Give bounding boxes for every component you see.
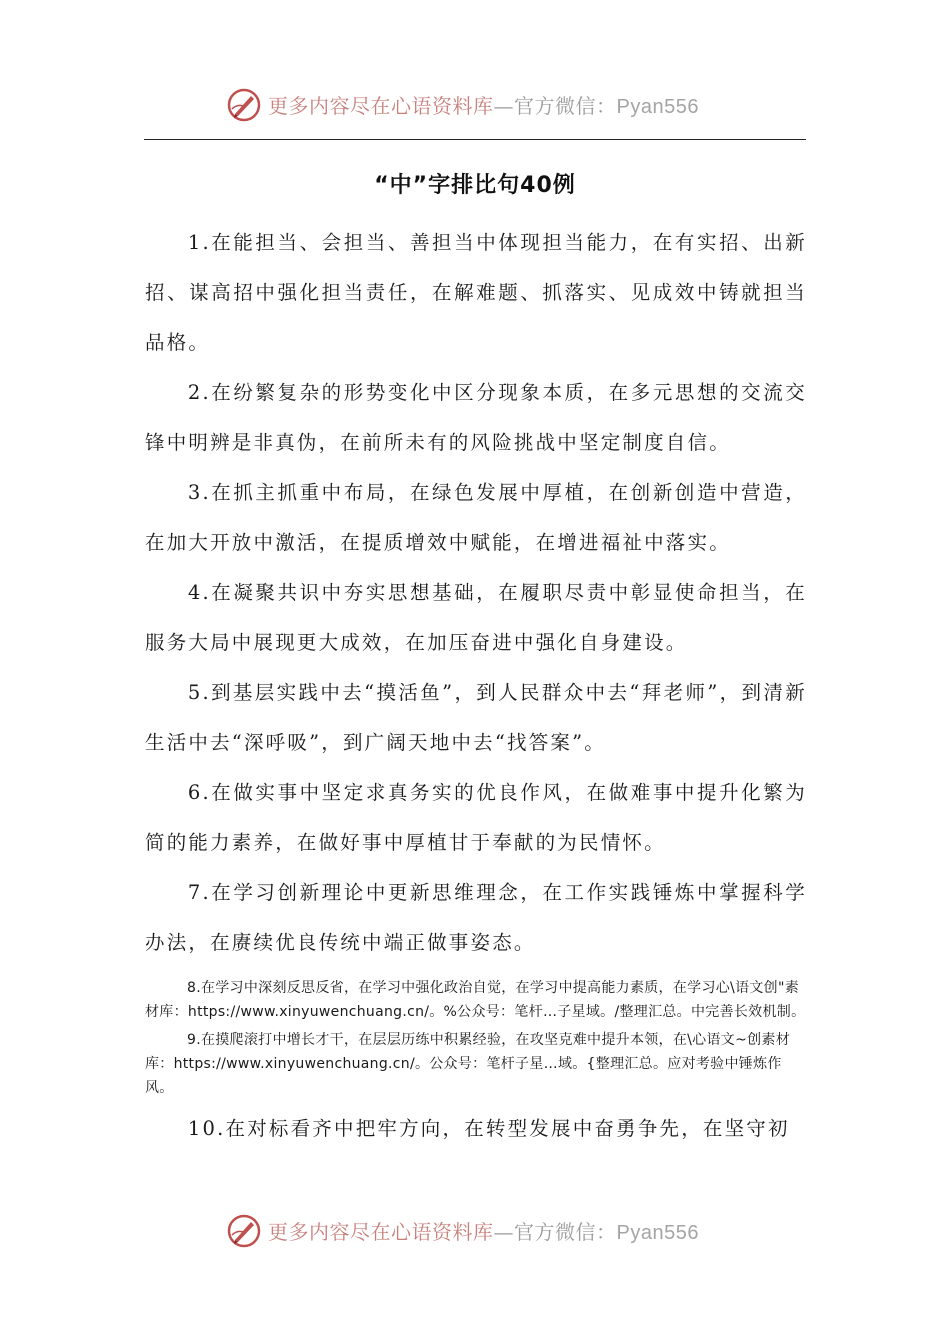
paragraph-1: 1.在能担当、会担当、善担当中体现担当能力，在有实招、出新招、谋高招中强化担当责任，在解难题、抓落实、见成效中铸就担当品格。: [145, 231, 807, 354]
banner-text: [268, 1216, 699, 1245]
pen-logo-icon: [226, 1213, 262, 1249]
banner-text: [268, 90, 699, 119]
footer-banner: [0, 1210, 950, 1250]
banner-prefix: 更多内容尽在心语资料库: [268, 1220, 494, 1244]
paragraph-6: 6.在做实事中坚定求真务实的优良作风，在做难事中提升化繁为简的能力素养，在做好事中厚植甘于奉献的为民情怀。: [145, 781, 807, 854]
paragraph-10: 10.在对标看齐中把牢方向，在转型发展中奋勇争先，在坚守初: [187, 1117, 790, 1140]
paragraph-5: 5.到基层实践中去“摸活鱼”，到人民群众中去“拜老师”，到清新生活中去“深呼吸”，到广阔天地中去“找答案”。: [145, 681, 807, 754]
paragraph-4: 4.在凝聚共识中夯实思想基础，在履职尽责中彰显使命担当，在服务大局中展现更大成效，在加压奋进中强化自身建设。: [145, 581, 807, 654]
paragraph-3: 3.在抓主抓重中布局，在绿色发展中厚植，在创新创造中营造，在加大开放中激活，在提质增效中赋能，在增进福祉中落实。: [145, 481, 807, 554]
banner-official: 官方微信：: [514, 1220, 617, 1244]
banner-official: 官方微信：: [514, 94, 617, 118]
document-body: [145, 218, 807, 1154]
banner-prefix: 更多内容尽在心语资料库: [268, 94, 494, 118]
header-rule: [144, 139, 806, 140]
banner-wechat-id: Pyan556: [616, 1222, 699, 1244]
page-title: “中”字排比句40例: [374, 173, 576, 198]
paragraph-8: 8.在学习中深刻反思反省，在学习中强化政治自觉，在学习中提高能力素质，在学习心\语文创"素材库：https://www.xinyuwenchuang.cn/。%公众号：笔杆…子星域。/整理汇总。中完善长效机制。: [145, 980, 806, 1020]
banner-dash: —: [493, 94, 514, 118]
banner-dash: —: [493, 1220, 514, 1244]
pen-logo-icon: [226, 87, 262, 123]
paragraph-9: 9.在摸爬滚打中增长才干，在层层历练中积累经验，在攻坚克难中提升本领，在\心语文~创素材库：https://www.xinyuwenchuang.cn/。公众号：笔杆子星…域。{整理汇总。应对考验中锤炼作风。: [145, 1032, 791, 1096]
banner-wechat-id: Pyan556: [616, 96, 699, 118]
paragraph-7: 7.在学习创新理论中更新思维理念，在工作实践锤炼中掌握科学办法，在赓续优良传统中端正做事姿态。: [145, 881, 807, 954]
paragraph-2: 2.在纷繁复杂的形势变化中区分现象本质，在多元思想的交流交锋中明辨是非真伪，在前所未有的风险挑战中坚定制度自信。: [145, 381, 807, 454]
header-banner: [0, 84, 950, 124]
